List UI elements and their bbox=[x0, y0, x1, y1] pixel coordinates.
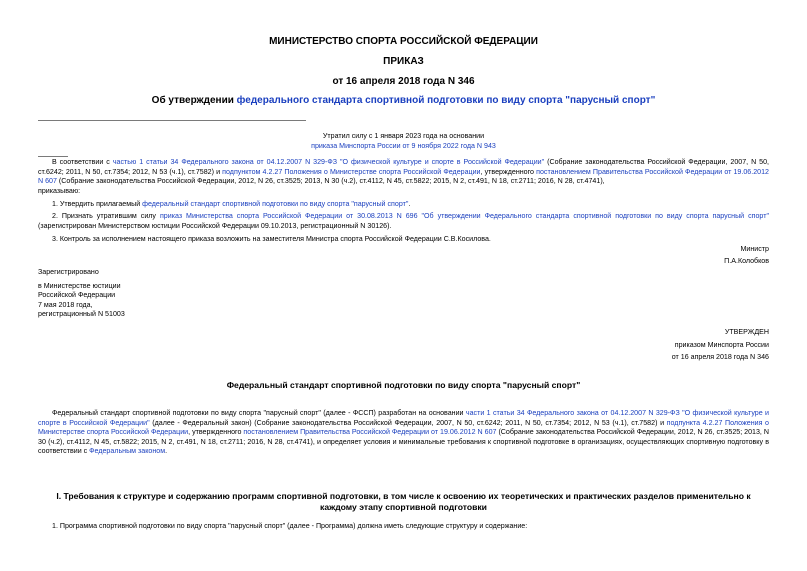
standard-link-decree[interactable]: постановлением Правительства Российской Федерации от 19.06.2012 N 607 bbox=[243, 428, 497, 437]
signature-name: П.А.Колобков bbox=[724, 257, 769, 265]
standard-text-1: Федеральный стандарт спортивной подготовки по виду спорта "парусный спорт" (далее - ФССП) разработан на основании bbox=[52, 409, 466, 417]
standard-text-5: . bbox=[165, 447, 168, 456]
preamble-text-1: В соответствии с bbox=[52, 158, 113, 166]
item-2 bbox=[38, 212, 769, 231]
item-2-link[interactable]: приказ Министерства спорта Российской Федерации от 30.08.2013 N 696 "Об утверждении Федерального стандарта спортивной подготовки по виду спорта парусный спорт" bbox=[159, 212, 769, 220]
standard-link-subclause[interactable]: подпункта 4.2.27 Положения о Министерстве спорта Российской Федерации bbox=[38, 418, 770, 437]
preamble-link-subclause[interactable]: подпунктом 4.2.27 Положения о Министерстве спорта Российской Федерации bbox=[222, 167, 481, 176]
item-1 bbox=[52, 200, 769, 210]
signature-position: Министр bbox=[740, 245, 769, 253]
item-2-end: (зарегистрирован Министерством юстиции Российской Федерации 09.10.2013, регистрационный N 30126). bbox=[38, 221, 392, 230]
preamble-paragraph bbox=[38, 158, 769, 187]
doc-title-link[interactable]: федерального стандарта спортивной подготовки по виду спорта "парусный спорт" bbox=[236, 95, 656, 106]
preamble-text-4: (Собрание законодательства Российской Федерации, 2012, N 26, ст.3525; 2013, N 30 (ч.2), ст.4112, N 45, ст.5822; 2015, N 2, ст.491, N 18, ст.2711; 2016, N 28, ст.4741), bbox=[56, 177, 605, 186]
registration-line-5: регистрационный N 51003 bbox=[38, 310, 125, 319]
item-2-text: 2. Признать утратившим силу bbox=[52, 212, 160, 220]
section-1-item-1: 1. Программа спортивной подготовки по виду спорта "парусный спорт" (далее - Программа) должна иметь следующие структуру и содержание: bbox=[52, 522, 528, 530]
expired-note: Утратил силу с 1 января 2023 года на основании bbox=[322, 132, 485, 140]
standard-text-3: , утвержденного bbox=[188, 428, 244, 437]
doc-date-heading: от 16 апреля 2018 года N 346 bbox=[332, 76, 475, 87]
short-divider bbox=[38, 156, 68, 157]
approved-line-1: УТВЕРЖДЕН bbox=[724, 328, 769, 336]
registration-block bbox=[38, 268, 125, 320]
doc-title-heading bbox=[0, 95, 807, 106]
title-divider bbox=[38, 120, 306, 121]
preamble-link-law[interactable]: частью 1 статьи 34 Федерального закона от 04.12.2007 N 329-ФЗ "О физической культуре и спорте в Российской Федерации" bbox=[112, 158, 545, 166]
preamble-text-2: (Собрание законодательства Российской Федерации, 2007, N 50, ст.6242; 2011, N 50, ст.7354; 2012, N 53 (ч.1), ст.7582) и bbox=[38, 158, 770, 176]
approved-line-2: приказом Минспорта России bbox=[674, 340, 769, 349]
standard-text-2: (далее - Федеральный закон) (Собрание законодательства Российской Федерации, 2007, N 50, ст.6242; 2011, N 50, ст.7354; 2012, N 53 (ч.1), ст.7582) и bbox=[149, 418, 667, 427]
order-word: приказываю: bbox=[38, 187, 81, 195]
approved-line-3: от 16 апреля 2018 года N 346 bbox=[671, 353, 769, 362]
item-1-text: 1. Утвердить прилагаемый bbox=[52, 200, 143, 208]
standard-link-law[interactable]: части 1 статьи 34 Федерального закона от 04.12.2007 N 329-ФЗ "О физической культуре и спорте в Российской Федерации" bbox=[38, 409, 769, 427]
registration-line-3: Российской Федерации bbox=[38, 291, 116, 300]
registration-line-1: Зарегистрировано bbox=[38, 268, 99, 276]
item-1-end: . bbox=[408, 200, 411, 208]
registration-line-4: 7 мая 2018 года, bbox=[38, 300, 93, 309]
preamble-text-3: , утвержденного bbox=[480, 167, 537, 176]
preamble-link-decree[interactable]: постановлением Правительства Российской Федерации от 19.06.2012 N 607 bbox=[38, 167, 769, 186]
item-3: 3. Контроль за исполнением настоящего приказа возложить на заместителя Министра спорта Российской Федерации С.В.Косилова. bbox=[52, 235, 491, 243]
approved-block bbox=[672, 328, 769, 363]
section-1-title: I. Требования к структуре и содержанию программ спортивной подготовки, в том числе к освоению их теоретических и практических разделов применительно к каждому этапу спортивной подготовки bbox=[56, 491, 751, 512]
standard-text-4: (Собрание законодательства Российской Федерации, 2012, N 26, ст.3525; 2013, N 30 (ч.2), ст.4112, N 45, ст.5822; 2015, N 2, ст.491, N 18, ст.2711; 2016, N 28, ст.4741), и определяет условия и минимальные требования к спортивной подготовке в организациях, осуществляющих спортивную подготовку в соответствии с bbox=[38, 428, 769, 456]
standard-paragraph bbox=[38, 409, 769, 457]
registration-line-2: в Министерстве юстиции bbox=[38, 281, 121, 290]
doc-type-heading: ПРИКАЗ bbox=[383, 56, 424, 67]
doc-title-prefix: Об утверждении bbox=[151, 95, 237, 106]
item-1-link[interactable]: федеральный стандарт спортивной подготовки по виду спорта "парусный спорт" bbox=[142, 200, 409, 208]
expired-link[interactable]: приказа Минспорта России от 9 ноября 2022 года N 943 bbox=[311, 142, 496, 150]
standard-title: Федеральный стандарт спортивной подготовки по виду спорта "парусный спорт" bbox=[226, 380, 581, 390]
ministry-heading: МИНИСТЕРСТВО СПОРТА РОССИЙСКОЙ ФЕДЕРАЦИИ bbox=[269, 36, 538, 47]
standard-link-federal-law[interactable]: Федеральным законом bbox=[89, 447, 166, 456]
